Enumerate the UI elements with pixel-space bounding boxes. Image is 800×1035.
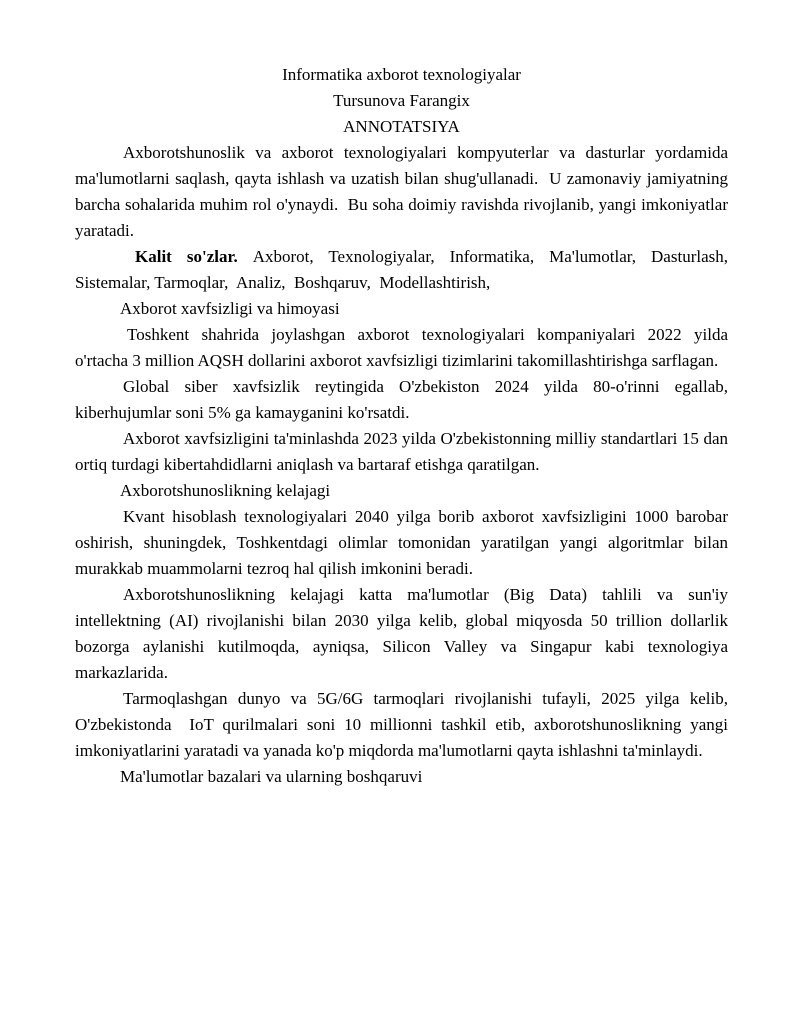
section1-paragraph-1: Toshkent shahrida joylashgan axborot texnologiyalari kompaniyalari 2022 yilda o'rtacha 3 million AQSH dollarini axborot xavfsizligi tizimlarini takomillashtirishga sarflagan. <box>75 325 728 370</box>
section2-paragraph-1: Kvant hisoblash texnologiyalari 2040 yilga borib axborot xavfsizligini 1000 barobar oshirish, shuningdek, Toshkentdagi olimlar tomonidan yaratilgan yangi algoritmlar bilan murakkab muammolarni tezroq hal qilish imkonini beradi. <box>75 507 728 578</box>
section2-paragraph-3: Tarmoqlashgan dunyo va 5G/6G tarmoqlari rivojlanishi tufayli, 2025 yilga kelib, O'zbekistonda IoT qurilmalari soni 10 millionni tashkil etib, axborotshunoslikning yangi imkoniyatlarini yaratadi va yanada ko'p miqdorda ma'lumotlarni qayta ishlashni ta'minlaydi. <box>75 689 728 760</box>
document-title: Informatika axborot texnologiyalar <box>282 65 521 84</box>
document-author: Tursunova Farangix <box>333 91 470 110</box>
annotation-heading: ANNOTATSIYA <box>343 117 460 136</box>
section2-paragraph-2: Axborotshunoslikning kelajagi katta ma'lumotlar (Big Data) tahlili va sun'iy intellektning (AI) rivojlanishi bilan 2030 yilga kelib, global miqyosda 50 trillion dollarlik bozorga aylanishi kutilmoqda, ayniqsa, Silicon Valley va Singapur kabi texnologiya markazlarida. <box>75 585 728 682</box>
section-heading-malumotlar-bazalari: Ma'lumotlar bazalari va ularning boshqaruvi <box>120 767 423 786</box>
keywords-label: Kalit so'zlar. <box>135 247 238 266</box>
section1-paragraph-2: Global siber xavfsizlik reytingida O'zbekiston 2024 yilda 80-o'rinni egallab, kiberhujumlar soni 5% ga kamayganini ko'rsatdi. <box>75 377 728 422</box>
section-heading-axborotshunoslikning-kelajagi: Axborotshunoslikning kelajagi <box>120 481 331 500</box>
keywords-text: Axborot, Texnologiyalar, Informatika, Ma'lumotlar, Dasturlash, Sistemalar, Tarmoqlar, Analiz, Boshqaruv, Modellashtirish, <box>75 247 728 292</box>
annotation-paragraph: Axborotshunoslik va axborot texnologiyalari kompyuterlar va dasturlar yordamida ma'lumotlarni saqlash, qayta ishlash va uzatish bilan shug'ullanadi. U zamonaviy jamiyatning barcha sohalarida muhim rol o'ynaydi. Bu soha doimiy ravishda rivojlanib, yangi imkoniyatlar yaratadi. <box>75 143 728 240</box>
section1-paragraph-3: Axborot xavfsizligini ta'minlashda 2023 yilda O'zbekistonning milliy standartlari 15 dan ortiq turdagi kibertahdidlarni aniqlash va bartaraf etishga qaratilgan. <box>75 429 728 474</box>
section-heading-axborot-xavfsizligi: Axborot xavfsizligi va himoyasi <box>120 299 340 318</box>
keywords-paragraph <box>75 244 728 296</box>
